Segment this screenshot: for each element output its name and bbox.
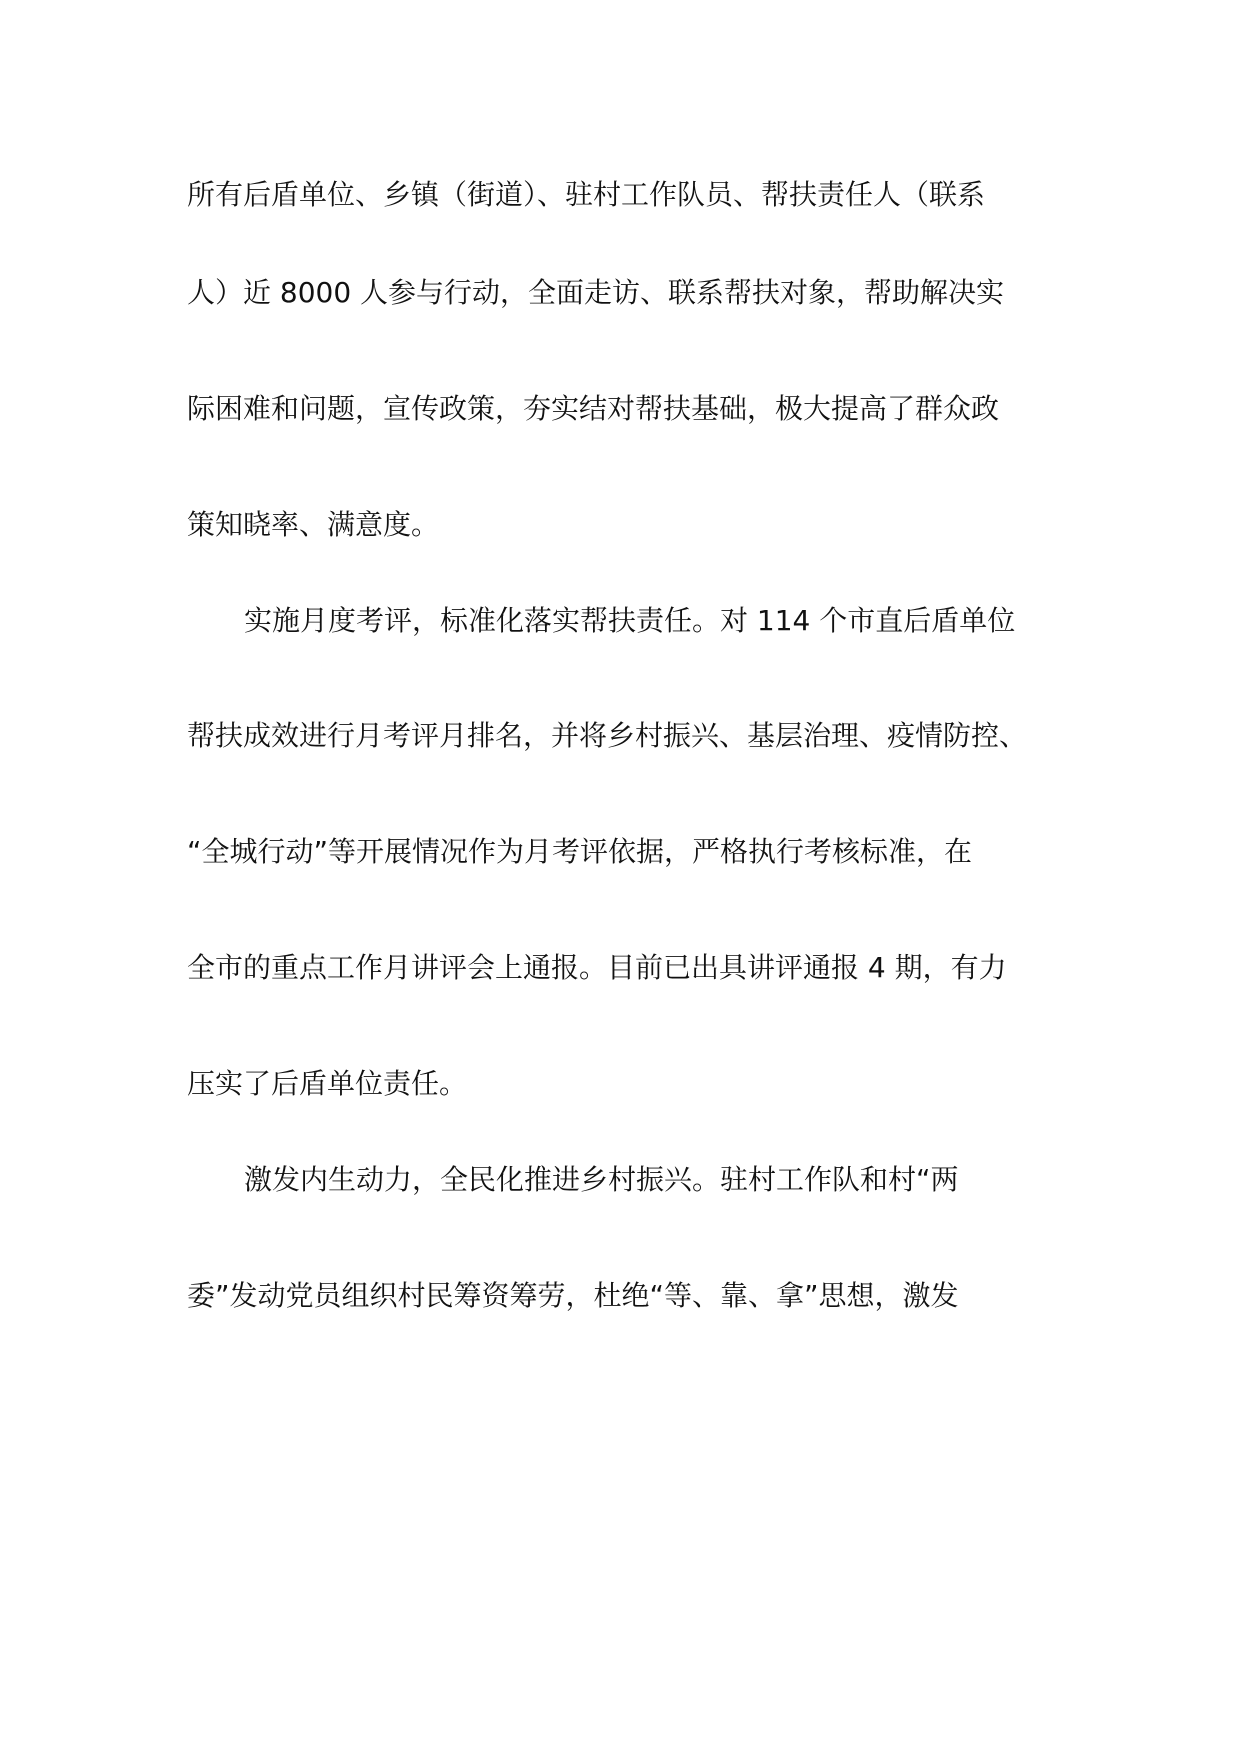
paragraph-3-line-1: 激发内生动力，全民化推进乡村振兴。驻村工作队和村“两 <box>244 1163 959 1196</box>
paragraph-2-line-2: 帮扶成效进行月考评月排名，并将乡村振兴、基层治理、疫情防控、 <box>187 719 1028 752</box>
paragraph-2-line-3: “全城行动”等开展情况作为月考评依据，严格执行考核标准，在 <box>187 835 973 868</box>
paragraph-2-line-5: 压实了后盾单位责任。 <box>187 1067 468 1100</box>
paragraph-1-line-2: 人）近 8000 人参与行动，全面走访、联系帮扶对象，帮助解决实 <box>187 276 1005 309</box>
paragraph-3-line-2: 委”发动党员组织村民筹资筹劳，杜绝“等、靠、拿”思想，激发 <box>187 1279 959 1312</box>
paragraph-1-line-4: 策知晓率、满意度。 <box>187 508 440 541</box>
paragraph-1-line-3: 际困难和问题，宣传政策，夯实结对帮扶基础，极大提高了群众政 <box>187 392 1000 425</box>
paragraph-2-line-1: 实施月度考评，标准化落实帮扶责任。对 114 个市直后盾单位 <box>244 604 1016 637</box>
paragraph-2-line-4: 全市的重点工作月讲评会上通报。目前已出具讲评通报 4 期，有力 <box>187 951 1007 984</box>
paragraph-1-line-1: 所有后盾单位、乡镇（街道）、驻村工作队员、帮扶责任人（联系 <box>187 178 986 211</box>
